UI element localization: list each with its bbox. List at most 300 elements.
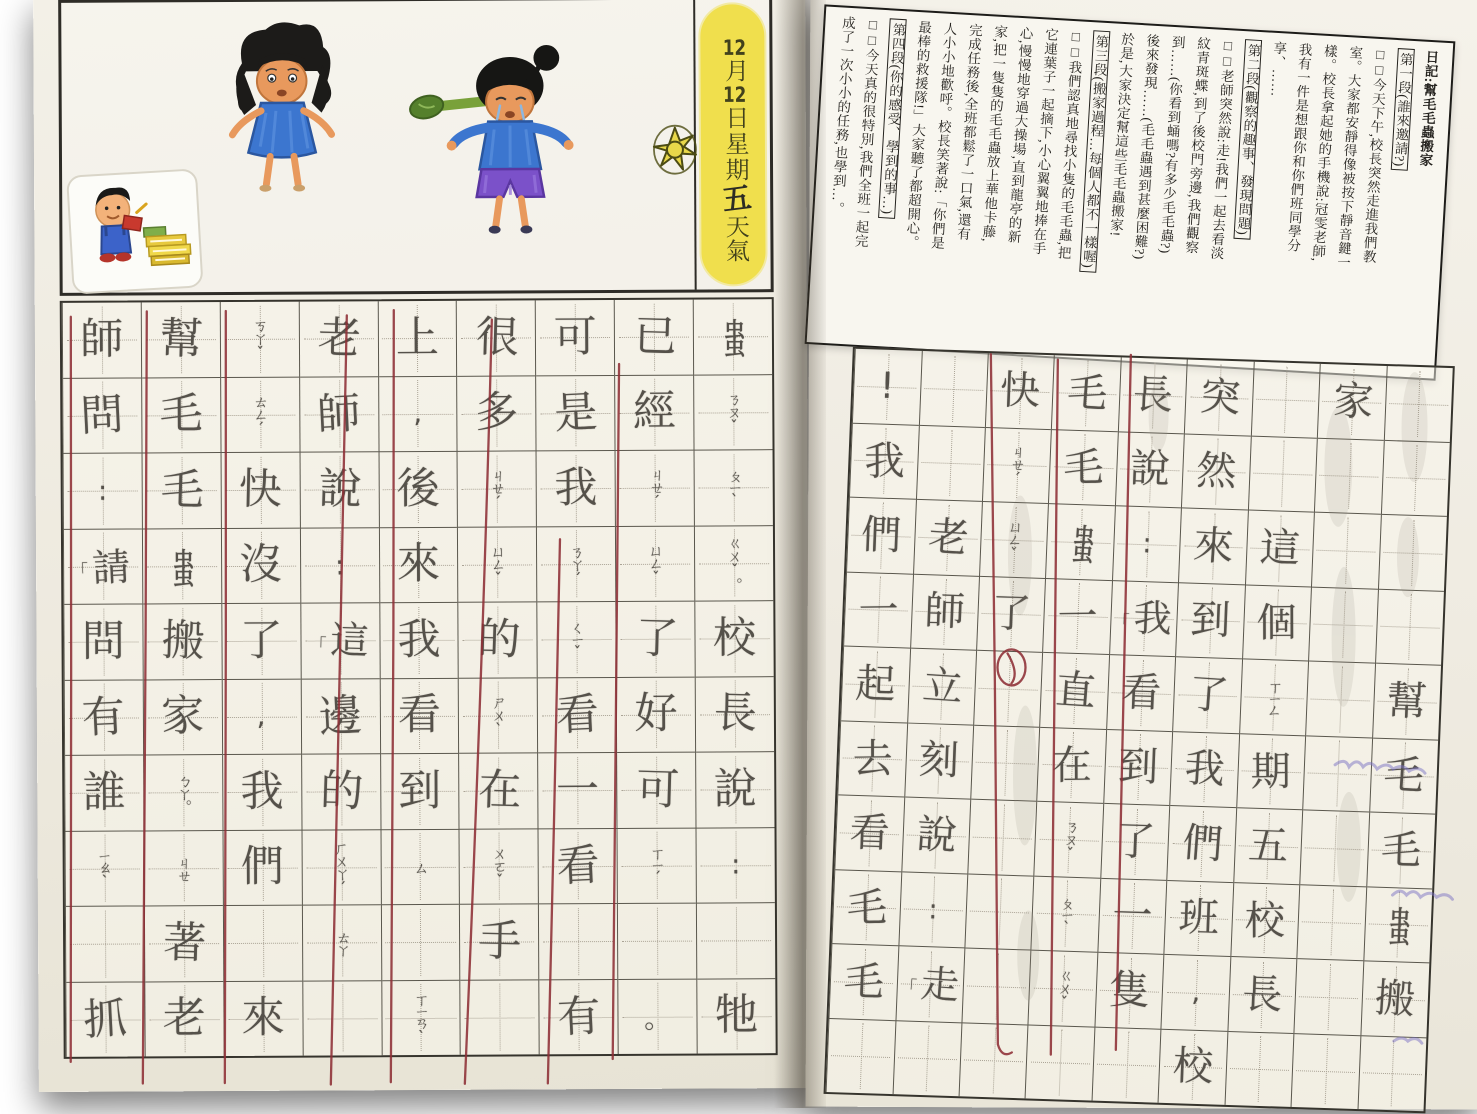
right-writing-grid (824, 347, 1455, 1114)
handwritten-char: ㄐㄝ (174, 854, 194, 882)
grid-column (220, 302, 303, 1056)
grid-cell (1035, 802, 1103, 879)
grid-cell (1384, 366, 1452, 443)
handwritten-char: 可 (635, 763, 680, 816)
handwritten-char: ㄩㄥˇ (646, 542, 665, 585)
grid-cell (827, 1019, 895, 1095)
handwritten-char: ㄍㄨˇ (1053, 966, 1076, 1010)
grid-cell (893, 1021, 961, 1097)
grid-column (614, 300, 697, 1054)
notebook-spine-shadow (774, 0, 826, 1108)
handwritten-char: 師 (923, 588, 966, 636)
date-day-label: 日 (720, 104, 749, 131)
handwritten-char: 虫虫 (721, 318, 746, 355)
handwritten-char: 毛 (1065, 368, 1110, 418)
grid-cell (1165, 880, 1233, 957)
grid-cell (983, 428, 1051, 505)
grid-cell (222, 528, 300, 604)
handwritten-char: 虫虫 (1385, 906, 1412, 944)
grid-cell (536, 375, 614, 451)
handwritten-char: 可 (553, 311, 597, 363)
prompt-text-line: 紋青斑蝶,到了後校門旁邊,我們觀察 (1182, 36, 1211, 255)
grid-cell (1364, 887, 1432, 964)
handwritten-char: 走 (919, 961, 961, 1008)
grid-cell (971, 725, 1039, 802)
handwritten-char: ㄆㄧˋ (1057, 895, 1076, 935)
handwritten-char: 立 (921, 662, 965, 711)
handwritten-char: 很 (475, 311, 520, 364)
grid-cell (538, 602, 616, 678)
grid-cell (458, 527, 536, 603)
grid-cell (1243, 585, 1311, 662)
grid-cell (1376, 589, 1444, 666)
grid-cell (1246, 511, 1314, 588)
handwritten-char: 長 (1241, 971, 1284, 1019)
handwritten-char: ㄊㄚ (333, 929, 353, 956)
grid-cell (144, 680, 222, 756)
grid-cell (696, 677, 774, 753)
grid-cell (695, 601, 773, 677)
handwritten-char: 校 (1172, 1043, 1214, 1091)
grid-cell (1373, 664, 1441, 741)
prompt-text-line: 人小小地歡呼。校長笑著說:「你們是 (928, 21, 957, 251)
grid-cell (694, 375, 772, 451)
handwritten-char: 了 (239, 615, 283, 666)
grid-cell (1043, 579, 1111, 656)
grid-cell (1312, 513, 1380, 590)
grid-cell (619, 979, 697, 1054)
grid-cell (221, 453, 299, 529)
grid-cell (64, 604, 142, 680)
handwritten-char: 看 (848, 809, 891, 857)
grid-cell (853, 349, 921, 426)
handwritten-char: 這 (329, 618, 370, 664)
grid-cell (1113, 506, 1181, 583)
handwritten-char: 一 (555, 764, 600, 816)
handwritten-char: 家 (1331, 377, 1375, 426)
grid-cell (850, 423, 918, 500)
handwritten-char: 校 (1245, 898, 1286, 945)
prompt-text-line: 後來發現……(毛毛蟲遇到甚麼困難?) (1131, 33, 1160, 261)
grid-cell (301, 679, 379, 755)
girl-drawing-2 (407, 45, 574, 234)
handwritten-char: 說 (318, 463, 363, 515)
grid-cell (143, 604, 221, 680)
handwritten-char: 我 (240, 766, 284, 817)
handwritten-char: ㄒㄧㄥ (1264, 678, 1285, 716)
grid-cell (1041, 653, 1109, 730)
handwritten-char: 有 (556, 991, 602, 1044)
quote-mark: 「 (309, 635, 327, 656)
handwritten-char: 看 (397, 690, 442, 741)
handwritten-char: 期 (1250, 749, 1292, 796)
prompt-text-line: 樣。校長拿起她的手機說:冠雯老師, (1309, 43, 1338, 263)
handwritten-char: ㄆㄧˋ (724, 467, 744, 508)
grid-cell (142, 378, 220, 454)
grid-cell (832, 870, 900, 947)
grid-cell (838, 721, 906, 798)
grid-cell (1107, 655, 1175, 732)
grid-column (298, 301, 381, 1055)
grid-cell (65, 831, 143, 907)
grid-cell (379, 376, 457, 452)
grid-column (62, 302, 145, 1056)
prompt-text-line: 我有一件是想跟你和你們班同學分 (1284, 42, 1312, 253)
grid-cell (458, 376, 536, 452)
grid-cell (65, 755, 143, 831)
handwritten-char: ㄧㄠˋ (95, 849, 116, 890)
grid-cell (1309, 587, 1377, 664)
left-writing-grid (60, 297, 778, 1059)
grid-cell (461, 980, 539, 1055)
handwritten-char: : (98, 475, 108, 507)
grid-cell (223, 830, 301, 906)
grid-cell (965, 874, 1033, 951)
grid-cell (1119, 357, 1187, 434)
handwritten-char: ! (879, 365, 896, 408)
grid-cell (1095, 953, 1163, 1030)
handwritten-char: 。 (644, 1003, 672, 1036)
grid-cell (539, 828, 617, 904)
grid-cell (381, 754, 459, 830)
grid-column (456, 300, 539, 1054)
grid-cell (459, 602, 537, 678)
grid-cell (617, 677, 695, 753)
grid-cell (1252, 362, 1320, 439)
grid-cell (64, 453, 142, 529)
handwritten-char: 到 (1117, 743, 1160, 791)
grid-cell (616, 451, 694, 527)
handwritten-char: ㄅㄚ。 (175, 772, 195, 813)
prompt-text-line: 日記:幫毛毛蟲搬家 (1416, 49, 1439, 168)
handwritten-char: 家 (161, 691, 205, 742)
handwritten-char: 多 (475, 387, 519, 438)
grid-cell (537, 451, 615, 527)
grid-cell (1159, 1029, 1227, 1105)
grid-cell (919, 351, 987, 428)
grid-cell (1234, 808, 1302, 885)
grid-cell (1162, 955, 1230, 1032)
quote-mark: 「 (1112, 611, 1130, 633)
grid-cell (1249, 436, 1317, 513)
handwritten-char: 到 (1189, 596, 1232, 645)
grid-cell (380, 603, 458, 679)
grid-cell (459, 678, 537, 754)
grid-cell (378, 301, 456, 377)
handwritten-char: 的 (476, 613, 522, 666)
grid-cell (615, 375, 693, 451)
grid-cell (697, 903, 775, 979)
grid-cell (379, 452, 457, 528)
grid-cell (381, 905, 459, 981)
handwritten-char: 毛 (1063, 445, 1104, 492)
grid-cell (142, 453, 220, 529)
grid-cell (1049, 430, 1117, 507)
handwritten-char: 了 (634, 612, 679, 665)
handwritten-char: ㄋㄚˊ (566, 543, 587, 587)
grid-cell (1038, 727, 1106, 804)
grid-cell (64, 529, 142, 605)
handwritten-char: 一 (1057, 594, 1098, 641)
drawing-area (58, 0, 774, 296)
weekday-label: 星 (720, 130, 749, 157)
handwritten-char: 毛 (842, 958, 885, 1006)
handwritten-char: 毛 (160, 464, 205, 516)
handwritten-char: ㄋㄡˇ (724, 391, 743, 434)
grid-cell (1176, 583, 1244, 660)
handwritten-char: 我 (397, 614, 441, 665)
prompt-text-line: 室。大家都安靜得像被按下靜音鍵一 (1334, 45, 1363, 270)
grid-cell (460, 904, 538, 980)
grid-cell (1379, 515, 1447, 592)
handwritten-char: 了 (1114, 818, 1157, 866)
grid-cell (145, 906, 223, 982)
handwritten-char: 說 (1129, 445, 1171, 494)
handwritten-char: 快 (999, 367, 1041, 415)
grid-cell (1168, 806, 1236, 883)
grid-cell (914, 500, 982, 577)
weekday-label2: 期 (720, 156, 750, 183)
grid-cell (844, 572, 912, 649)
grid-cell (1046, 504, 1114, 581)
grid-cell (380, 678, 458, 754)
grid-cell (66, 906, 144, 982)
grid-cell (540, 979, 618, 1054)
handwritten-char: 我 (1132, 596, 1173, 642)
grid-cell (221, 302, 299, 378)
handwritten-char: 請 (91, 544, 132, 591)
handwritten-char: 誰 (82, 767, 126, 818)
grid-cell (1173, 657, 1241, 734)
grid-cell (1231, 883, 1299, 960)
grid-cell (144, 831, 222, 907)
grid-cell (539, 904, 617, 980)
grid-cell (299, 301, 377, 377)
handwritten-char: 我 (1183, 745, 1227, 794)
handwritten-char: 師 (80, 314, 124, 365)
prompt-text-line: 到……(你看到蛹嗎?有多少毛毛蟲?) (1157, 34, 1186, 255)
grid-cell (460, 753, 538, 829)
quote-mark: 「 (71, 561, 90, 583)
grid-cell (1098, 878, 1166, 955)
handwritten-char: 我 (554, 462, 598, 514)
handwritten-char: 毛 (1380, 826, 1422, 874)
handwritten-char: 看 (555, 840, 601, 893)
grid-cell (968, 800, 1036, 877)
handwritten-char: : (334, 550, 346, 582)
handwritten-char: 快 (238, 464, 283, 516)
handwritten-char: 一 (1111, 892, 1154, 940)
handwritten-char: ㄐㄝˊ (1007, 444, 1028, 487)
handwritten-char: , (413, 398, 423, 430)
grid-cell (1185, 360, 1253, 437)
handwritten-char: 這 (1258, 524, 1301, 572)
handwritten-char: 看 (1120, 669, 1163, 717)
grid-cell (1292, 1034, 1360, 1110)
grid-cell (835, 795, 903, 872)
grid-cell (1300, 810, 1368, 887)
quote-mark: 「 (898, 977, 918, 999)
grid-cell (144, 755, 222, 831)
handwritten-char: 老 (162, 993, 206, 1044)
grid-cell (142, 302, 220, 378)
prompt-text-line: 最棒的救援隊!」大家聽了都超開心。 (903, 19, 932, 250)
date-month-number: 12 (722, 36, 747, 58)
handwritten-char: 說 (915, 811, 959, 860)
prompt-text-line: □□我們認真地尋找小隻的毛毛蟲,把 (1055, 28, 1084, 261)
grid-cell (223, 755, 301, 831)
grid-cell (962, 948, 1030, 1025)
boy-with-books-sticker (67, 169, 202, 293)
grid-cell (1026, 1025, 1094, 1101)
prompt-text-line: □□老師突然說:走!我們一起去看淡 (1207, 37, 1236, 261)
handwritten-char: 毛 (159, 389, 203, 440)
grid-cell (1116, 432, 1184, 509)
grid-cell (916, 425, 984, 502)
diary-prompt-sheet (805, 4, 1456, 380)
handwritten-char: 一 (858, 587, 899, 635)
handwritten-char: ㄍㄨˇ。 (725, 535, 744, 591)
handwritten-char: ㄊㄥˊ (251, 393, 270, 436)
handwritten-char: 幫 (159, 313, 204, 365)
handwritten-char: , (256, 701, 267, 733)
grid-cell (224, 981, 302, 1056)
prompt-section-header: 第四段(你的感受、學到的事…) (867, 18, 911, 339)
grid-cell (1110, 581, 1178, 658)
prompt-text-line: 它連葉子一起摘下,小心翼翼地捧在手 (1030, 27, 1059, 256)
handwritten-char: 好 (634, 688, 678, 740)
handwritten-char: 們 (860, 511, 903, 560)
prompt-text-line: □□今天真的很特別,我們全班一起完 (852, 16, 881, 249)
handwritten-char: 直 (1054, 666, 1098, 716)
prompt-section-header: 第二段(觀察的趣事、發現問題) (1222, 39, 1266, 360)
grid-cell (300, 452, 378, 528)
handwritten-char: 個 (1256, 600, 1298, 647)
grid-cell (1295, 959, 1363, 1036)
handwritten-char: 搬 (161, 615, 206, 667)
grid-cell (63, 302, 141, 378)
grid-cell (1029, 951, 1097, 1028)
handwritten-char: 在 (477, 764, 522, 817)
handwritten-char: 看 (554, 689, 600, 742)
handwritten-char: ㄐㄝˊ (488, 467, 508, 511)
grid-cell (1240, 659, 1308, 736)
grid-cell (1225, 1031, 1293, 1107)
handwritten-char: ㄏㄨㄚˊ (331, 840, 353, 897)
grid-cell (1092, 1027, 1160, 1103)
grid-cell (697, 828, 775, 904)
grid-cell (896, 946, 964, 1023)
handwritten-char: , (1190, 976, 1202, 1009)
grid-cell (303, 981, 381, 1056)
grid-column (377, 301, 460, 1055)
grid-cell (1101, 804, 1169, 881)
handwritten-char: 上 (395, 312, 440, 363)
grid-cell (980, 502, 1048, 579)
grid-cell (300, 377, 378, 453)
grid-cell (1032, 876, 1100, 953)
handwritten-char: 來 (396, 539, 441, 590)
handwritten-char: 來 (241, 992, 285, 1044)
grid-cell (1361, 961, 1429, 1038)
grid-cell (1104, 729, 1172, 806)
handwritten-char: 有 (81, 691, 127, 744)
date-day-number: 12 (723, 83, 747, 105)
grid-cell (381, 829, 459, 905)
grid-cell (1237, 734, 1305, 811)
grid-cell (905, 723, 973, 800)
date-strip (700, 4, 765, 284)
grid-cell (694, 299, 772, 375)
grid-cell (695, 526, 773, 602)
handwritten-char: 著 (162, 917, 208, 969)
grid-column (535, 300, 618, 1054)
grid-cell (618, 828, 696, 904)
handwritten-char: : (731, 849, 741, 881)
grid-cell (977, 576, 1045, 653)
handwritten-char: 來 (1191, 522, 1235, 571)
handwritten-char: 是 (552, 387, 599, 440)
grid-cell (63, 378, 141, 454)
handwritten-char: ㄒㄧˊ (648, 845, 667, 886)
handwritten-char: 長 (712, 688, 757, 740)
date-month-label: 月 (720, 57, 749, 84)
handwritten-char: 後 (396, 463, 440, 514)
handwritten-char: 經 (632, 386, 677, 438)
grid-cell (986, 353, 1054, 430)
grid-cell (911, 574, 979, 651)
grid-cell (1182, 434, 1250, 511)
grid-cell (617, 602, 695, 678)
handwritten-char: 沒 (239, 539, 283, 591)
handwritten-char: 已 (632, 310, 678, 363)
grid-cell (65, 680, 143, 756)
grid-cell (222, 604, 300, 680)
grid-cell (1381, 440, 1449, 517)
prompt-text-line: 完成任務後,全班都鬆了一口氣,還有 (954, 22, 983, 242)
grid-cell (221, 377, 299, 453)
grid-cell (1367, 812, 1435, 889)
prompt-text-line: □□今天下午,校長突然走進我們教 (1360, 46, 1389, 264)
grid-cell (222, 679, 300, 755)
handwritten-char: 突 (1198, 373, 1242, 422)
handwritten-char: 到 (398, 765, 442, 816)
handwritten-char: ㄋㄡˇ (1059, 818, 1081, 862)
grid-cell (960, 1023, 1028, 1099)
grid-cell (1297, 885, 1365, 962)
handwritten-char: 虫虫 (1068, 523, 1096, 561)
grid-cell (1179, 508, 1247, 585)
grid-cell (615, 300, 693, 376)
handwritten-char: 手 (477, 915, 522, 967)
grid-cell (697, 979, 775, 1054)
grid-cell (696, 752, 774, 828)
handwritten-char: 毛 (1382, 751, 1426, 800)
grid-cell (382, 980, 460, 1055)
handwritten-char: 牠 (714, 990, 759, 1041)
handwritten-char: 五 (1247, 822, 1290, 870)
handwritten-char: 起 (854, 660, 897, 708)
grid-cell (1228, 957, 1296, 1034)
handwritten-char: 刻 (918, 737, 960, 785)
prompt-text-line: 成了一次小小的任務,也學到…。 (828, 15, 856, 216)
grid-cell (536, 300, 614, 376)
prompt-text-line: 心,慢慢地穿過大操場,直到龍亭的新 (1005, 25, 1034, 245)
grid-cell (303, 905, 381, 981)
grid-cell (460, 829, 538, 905)
grid-cell (66, 982, 144, 1057)
handwritten-char: 們 (240, 841, 285, 893)
